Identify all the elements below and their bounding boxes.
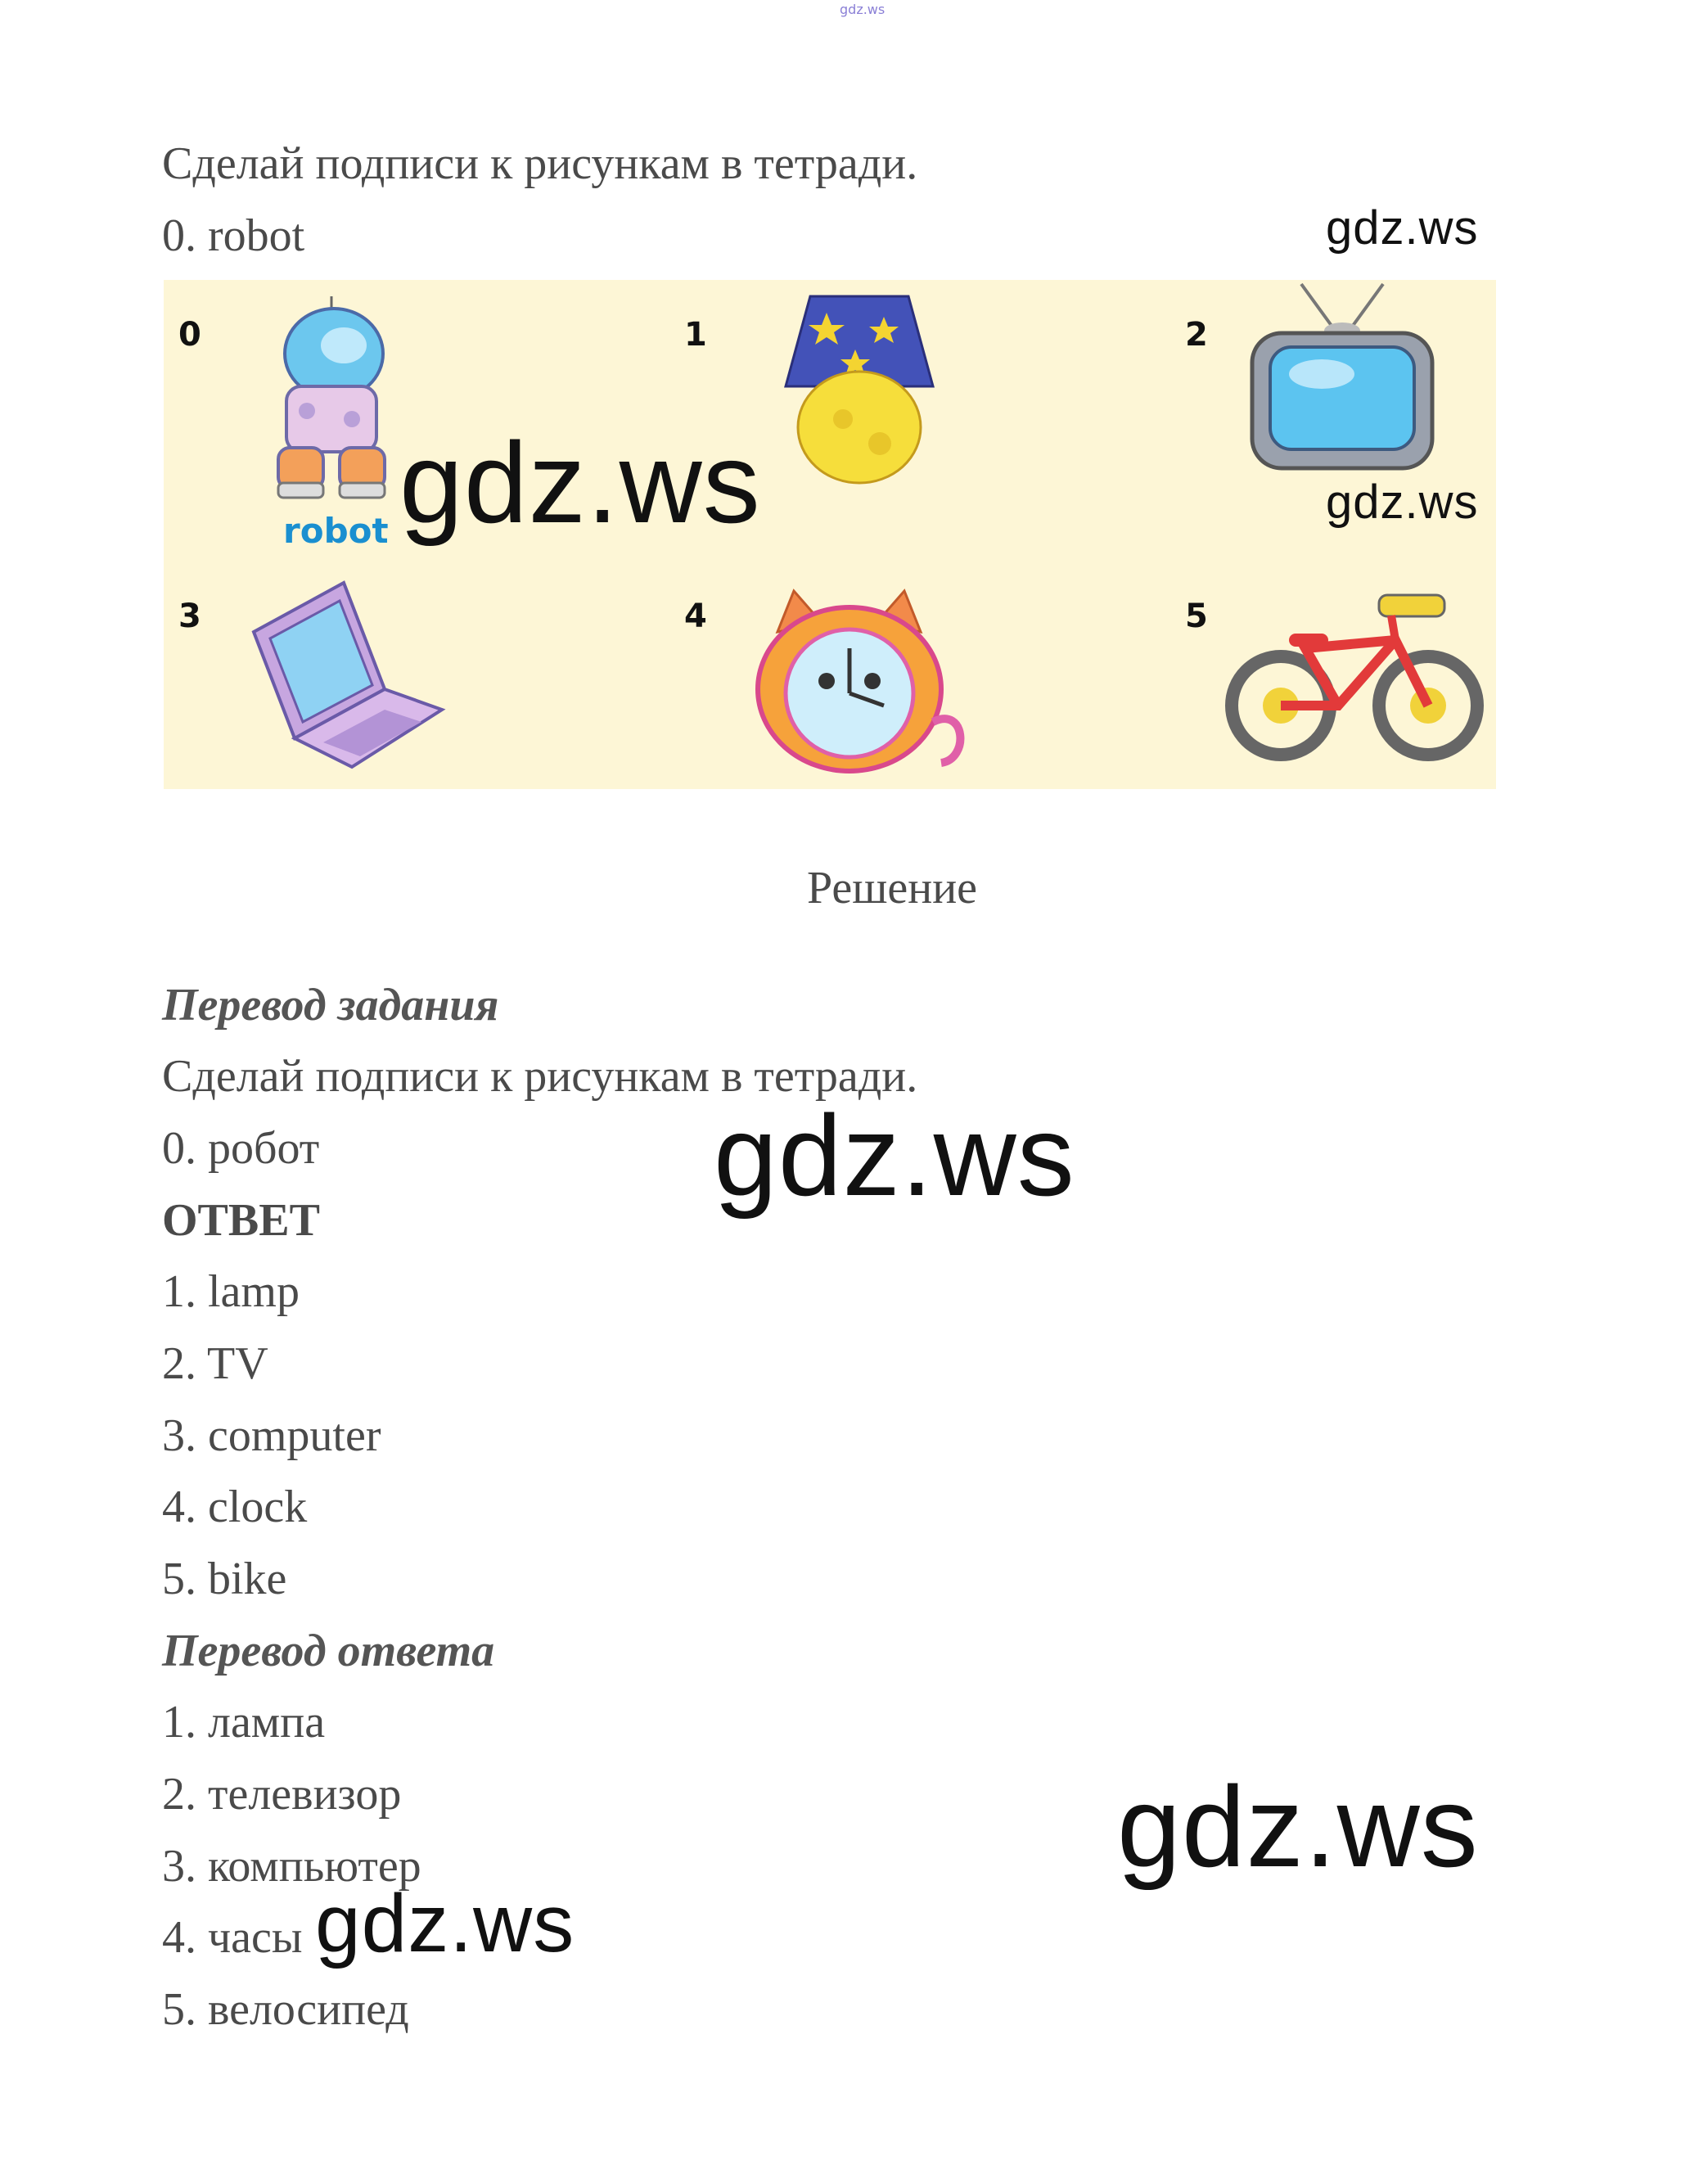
clock-icon (745, 591, 974, 787)
watermark: gdz.ws (714, 1091, 1075, 1220)
translation-answer-item: 4. часы (162, 1912, 303, 1963)
watermark: gdz.ws (315, 1878, 575, 1969)
answer-item: 2. TV (162, 1338, 268, 1389)
translation-task-heading: Перевод задания (162, 980, 499, 1031)
answer-item: 4. clock (162, 1482, 308, 1532)
task-example: 0. robot (162, 210, 305, 261)
answer-item: 3. computer (162, 1410, 381, 1461)
lamp-icon (777, 288, 941, 485)
answer-heading: ОТВЕТ (162, 1195, 320, 1246)
bike-icon (1224, 583, 1485, 771)
answer-item: 1. lamp (162, 1266, 300, 1317)
translation-answer-item: 3. компьютер (162, 1841, 421, 1892)
task-instruction: Сделай подписи к рисункам в тетради. (162, 138, 918, 189)
translation-answer-item: 2. телевизор (162, 1769, 402, 1820)
solution-heading: Решение (806, 863, 978, 913)
watermark: gdz.ws (399, 418, 761, 547)
watermark: gdz.ws (1326, 476, 1479, 529)
answer-item: 5. bike (162, 1554, 287, 1604)
robot-caption: robot (283, 511, 389, 551)
picture-label-0: 0 (178, 316, 201, 354)
watermark: gdz.ws (1117, 1762, 1479, 1891)
robot-icon (262, 296, 401, 501)
translation-task-example: 0. робот (162, 1123, 320, 1174)
picture-label-4: 4 (684, 598, 707, 635)
header-watermark: gdz.ws (840, 2, 886, 17)
translation-task-instruction: Сделай подписи к рисункам в тетради. (162, 1051, 918, 1102)
watermark: gdz.ws (1326, 201, 1479, 255)
tv-icon (1244, 280, 1440, 476)
translation-answer-heading: Перевод ответа (162, 1626, 495, 1676)
picture-label-5: 5 (1185, 598, 1208, 635)
translation-answer-item: 5. велосипед (162, 1984, 409, 2035)
laptop-icon (246, 575, 450, 771)
picture-panel (164, 280, 1496, 789)
translation-answer-item: 1. лампа (162, 1697, 326, 1748)
picture-label-2: 2 (1185, 316, 1208, 354)
picture-label-3: 3 (178, 598, 201, 635)
picture-label-1: 1 (684, 316, 707, 354)
